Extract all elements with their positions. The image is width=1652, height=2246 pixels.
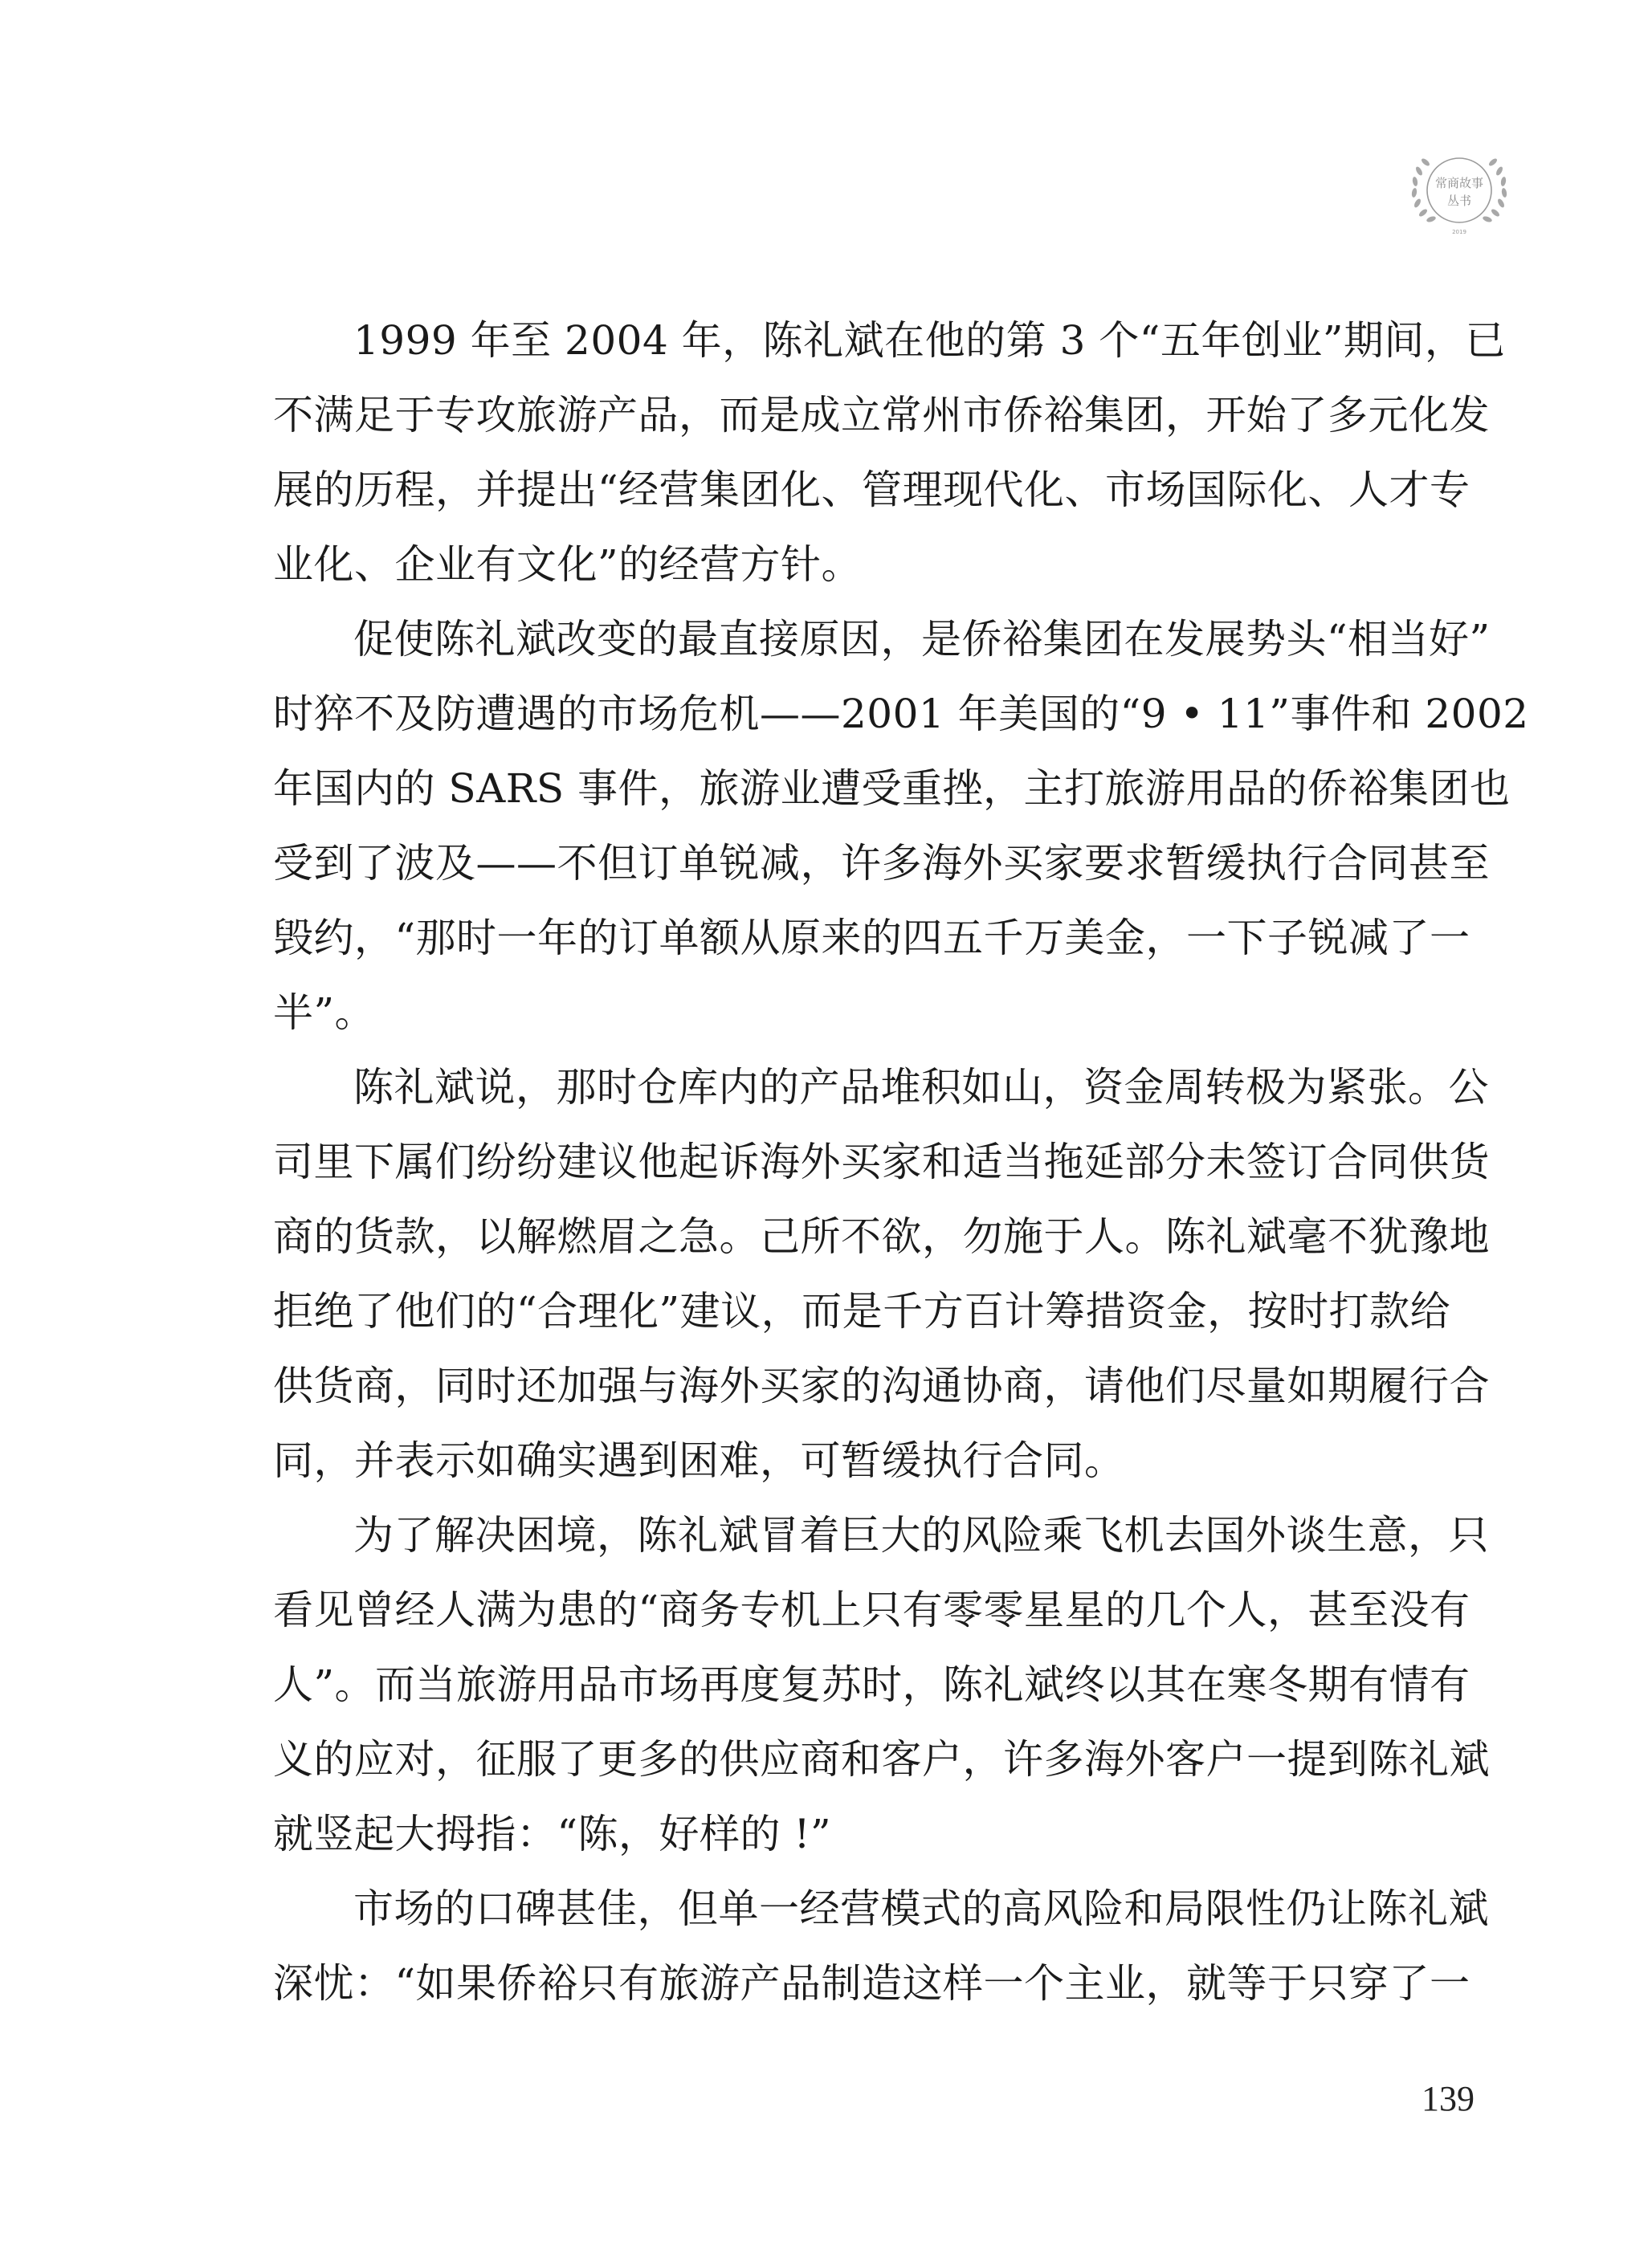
text-line: 司里下属们纷纷建议他起诉海外买家和适当拖延部分未签订合同供货 xyxy=(273,1139,1490,1185)
svg-text:2019: 2019 xyxy=(1452,229,1466,235)
text-line: 展的历程，并提出“经营集团化、管理现代化、市场国际化、人才专 xyxy=(273,467,1470,513)
svg-text:丛书: 丛书 xyxy=(1446,194,1472,208)
text-line: 看见曾经人满为患的“商务专机上只有零零星星的几个人，甚至没有 xyxy=(273,1587,1470,1633)
text-line: 业化、企业有文化”的经营方针。 xyxy=(273,541,863,588)
series-seal-logo xyxy=(1399,132,1519,253)
text-line: 时猝不及防遭遇的市场危机——2001 年美国的“9 • 11”事件和 2002 xyxy=(273,691,1529,737)
text-line: 拒绝了他们的“合理化”建议，而是千方百计筹措资金，按时打款给 xyxy=(273,1288,1451,1335)
text-line: 义的应对，征服了更多的供应商和客户，许多海外客户一提到陈礼斌 xyxy=(273,1736,1490,1783)
text-line: 不满足于专攻旅游产品，而是成立常州市侨裕集团，开始了多元化发 xyxy=(273,392,1490,438)
text-line: 人”。而当旅游用品市场再度复苏时，陈礼斌终以其在寒冬期有情有 xyxy=(273,1661,1470,1708)
text-line: 毁约，“那时一年的订单额从原来的四五千万美金，一下子锐减了一 xyxy=(273,915,1470,961)
page-number: 139 xyxy=(1422,2079,1475,2118)
svg-text:常商故事: 常商故事 xyxy=(1434,176,1484,190)
text-line: 受到了波及——不但订单锐减，许多海外买家要求暂缓执行合同甚至 xyxy=(273,840,1490,887)
text-line: 1999 年至 2004 年，陈礼斌在他的第 3 个“五年创业”期间，已 xyxy=(353,317,1506,364)
text-line: 就竖起大拇指：“陈，好样的 !” xyxy=(273,1811,832,1857)
text-line: 深忧：“如果侨裕只有旅游产品制造这样一个主业，就等于只穿了一 xyxy=(273,1960,1470,2007)
text-line: 促使陈礼斌改变的最直接原因，是侨裕集团在发展势头“相当好” xyxy=(353,616,1491,662)
text-line: 供货商，同时还加强与海外买家的沟通协商，请他们尽量如期履行合 xyxy=(273,1363,1490,1409)
text-line: 商的货款，以解燃眉之急。己所不欲，勿施于人。陈礼斌毫不犹豫地 xyxy=(273,1213,1490,1260)
text-line: 同，并表示如确实遇到困难，可暂缓执行合同。 xyxy=(273,1437,1125,1484)
text-line: 年国内的 SARS 事件，旅游业遭受重挫，主打旅游用品的侨裕集团也 xyxy=(273,765,1511,812)
text-line: 半”。 xyxy=(273,989,376,1036)
text-line: 为了解决困境，陈礼斌冒着巨大的风险乘飞机去国外谈生意，只 xyxy=(353,1512,1489,1559)
body-text xyxy=(273,304,1529,2021)
text-line: 陈礼斌说，那时仓库内的产品堆积如山，资金周转极为紧张。公 xyxy=(353,1064,1489,1111)
text-line: 市场的口碑甚佳，但单一经营模式的高风险和局限性仍让陈礼斌 xyxy=(353,1885,1489,1932)
